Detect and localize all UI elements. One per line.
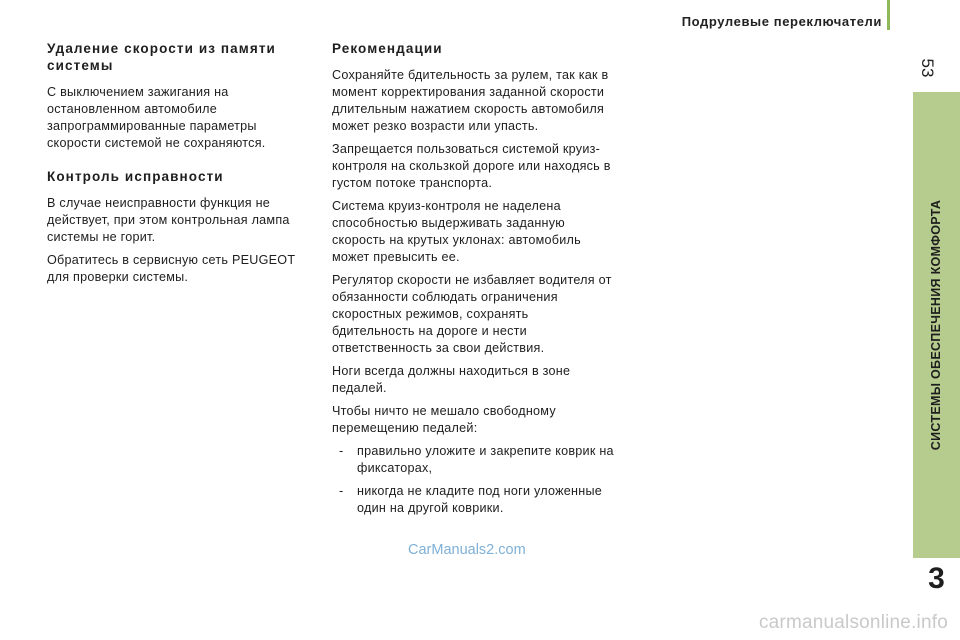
chapter-number: 3	[928, 562, 945, 595]
paragraph: В случае неисправности функция не действует, при этом контрольная лампа системы не горит.	[47, 196, 290, 244]
section-speed-memory	[47, 40, 302, 152]
paragraph: Обратитесь в сервисную сеть PEUGEOT для проверки системы.	[47, 253, 296, 284]
section-diagnostics	[47, 168, 302, 286]
carmanuals-watermark: CarManuals2.com	[408, 542, 526, 558]
list-item: - правильно уложите и закрепите коврик на фиксаторах,	[332, 443, 614, 477]
paragraph: Сохраняйте бдительность за рулем, так как в момент корректирования заданной скорости длительным нажатием скорость автомобиля может резко возрасти или упасть.	[332, 68, 609, 133]
paragraph: Чтобы ничто не мешало свободному перемещению педалей:	[332, 404, 556, 435]
page-number: 53	[918, 58, 937, 78]
section-heading: Рекомендации	[332, 41, 443, 56]
list-item: - никогда не кладите под ноги уложенные один на другой коврики.	[332, 483, 614, 517]
header-rule	[887, 0, 890, 30]
paragraph: Запрещается пользоваться системой круиз-контроля на скользкой дороге или находясь в густом потоке транспорта.	[332, 142, 611, 190]
chapter-side-label	[913, 92, 960, 558]
paragraph: Ноги всегда должны находиться в зоне педалей.	[332, 364, 571, 395]
chapter-title: СИСТЕМЫ ОБЕСПЕЧЕНИЯ КОМФОРТА	[929, 199, 944, 451]
paragraph: Регулятор скорости не избавляет водителя от обязанности соблюдать ограничения скоростных режимов, сохранять бдительность на дороге и нести ответственность за свои действия.	[332, 273, 612, 355]
page-header-title: Подрулевые переключатели	[681, 14, 882, 29]
left-column	[47, 40, 302, 302]
recommendation-list	[332, 443, 614, 517]
right-column	[332, 40, 614, 523]
section-heading: Удаление скорости из памяти системы	[47, 41, 276, 73]
paragraph: Система круиз-контроля не наделена способностью выдерживать заданную скорость на крутых уклонах: автомобиль может превысить ее.	[332, 199, 581, 264]
paragraph: С выключением зажигания на остановленном автомобиле запрограммированные параметры скорости системой не сохраняются.	[47, 85, 266, 150]
section-heading: Контроль исправности	[47, 169, 224, 184]
footer-watermark: carmanualsonline.info	[758, 612, 948, 633]
